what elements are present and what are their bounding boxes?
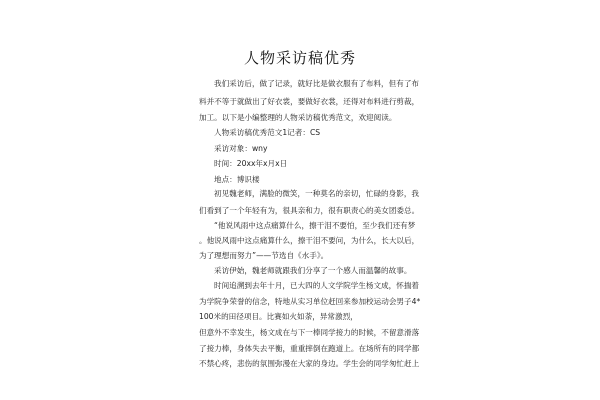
text-line-10: “他说风雨中这点痛算什么，擦干泪不要怕，至少我们还有梦 bbox=[214, 221, 416, 230]
text-line-2: 料并不等于就做出了好衣裳，要做好衣裳，还得对布料进行剪裁， bbox=[199, 97, 420, 106]
text-line-18: 了接力棒，身体失去平衡，重重摔倒在跑道上。在场所有的同学都 bbox=[199, 344, 420, 353]
text-line-17: 但意外不幸发生，杨文成在与下一棒同学接力的时候，不留意滑落 bbox=[199, 328, 420, 337]
text-line-15: 为学院争荣誉的信念，特地从实习单位赶回来参加校运动会男子4* bbox=[199, 297, 421, 306]
text-line-14: 时间追溯到去年十月，已大四的人文学院学生杨文成，怀揣着 bbox=[214, 281, 420, 290]
document-title: 人物采访稿优秀 bbox=[243, 49, 356, 67]
text-line-12: 为了理想而努力”——节选自《水手》。 bbox=[199, 251, 329, 260]
text-line-7: 地点：博识楼 bbox=[214, 175, 260, 184]
text-line-19: 不禁心疼，悲伤的氛围弥漫在大家的身边。学生会的同学匆忙赶上 bbox=[199, 359, 420, 368]
text-line-1: 我们采访后，做了记录，就好比是做衣服有了布料，但有了布 bbox=[214, 79, 420, 88]
text-line-6: 时间：20xx年x月x日 bbox=[214, 159, 288, 168]
text-line-5: 采访对象：wny bbox=[214, 144, 268, 153]
text-line-11: 。他说风雨中这点痛算什么，擦干泪不要问，为什么，长大以后， bbox=[199, 236, 420, 245]
text-line-9: 们看到了一个年轻有为，很具亲和力，很有职责心的美女团委总。 bbox=[199, 206, 420, 215]
text-line-8: 初见魏老师，满脸的微笑，一种莫名的亲切，忙碌的身影，我 bbox=[214, 189, 420, 198]
text-line-16: 100米的田径项目。比赛如火如荼，异常激烈， bbox=[199, 312, 358, 321]
text-line-13: 采访伊始，魏老师就跟我们分享了一个感人而温馨的故事。 bbox=[214, 266, 412, 275]
text-line-4: 人物采访稿优秀范文1记者：CS bbox=[214, 128, 321, 137]
text-line-3: 加工。以下是小编整理的人物采访稿优秀范文，欢迎阅读。 bbox=[199, 113, 397, 122]
